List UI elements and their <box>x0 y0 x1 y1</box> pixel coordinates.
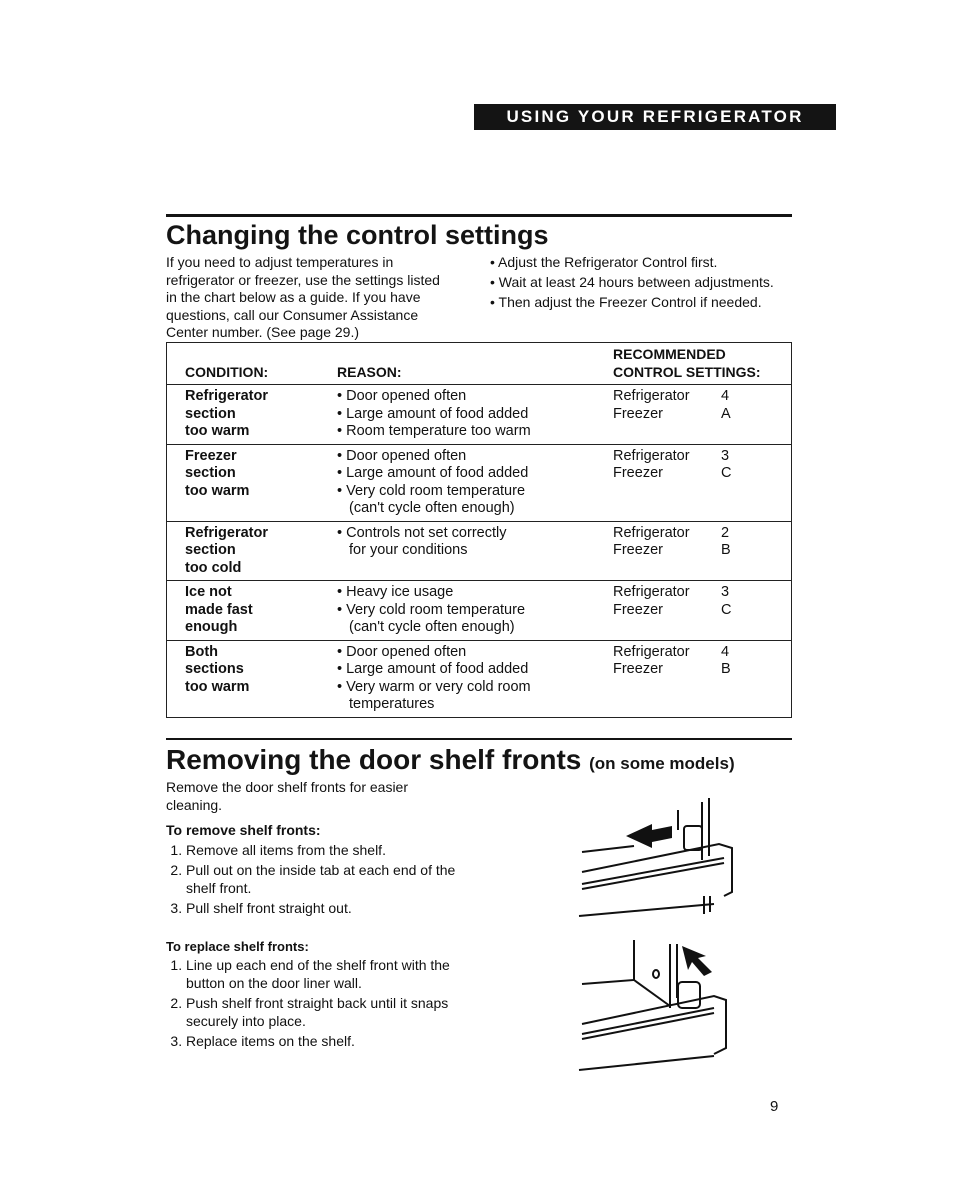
condition-line: Refrigerator <box>185 388 268 404</box>
setting-line <box>613 584 743 602</box>
setting-control: Refrigerator <box>613 524 690 541</box>
section-rule <box>166 738 792 740</box>
header-reason: REASON: <box>337 363 402 380</box>
condition-line: Ice not <box>185 584 232 600</box>
reason-line: • Very cold room temperature <box>337 482 526 499</box>
reason-line: • Large amount of food added <box>337 661 529 677</box>
setting-control: Freezer <box>613 465 663 481</box>
setting-line <box>613 525 743 543</box>
reason-line: for your conditions <box>349 542 468 558</box>
reason-line: • Controls not set correctly <box>337 524 507 541</box>
header-condition: CONDITION: <box>185 363 269 380</box>
replace-steps-list <box>166 957 466 1051</box>
reason-line: • Heavy ice usage <box>337 584 454 600</box>
table-row <box>167 640 792 717</box>
shelf-intro-line: Remove the door shelf fronts for easier <box>166 779 409 795</box>
condition-cell <box>167 385 338 445</box>
setting-value: 4 <box>721 388 730 404</box>
condition-cell <box>167 521 338 581</box>
settings-cell <box>613 521 792 581</box>
reason-cell <box>337 385 613 445</box>
condition-cell <box>167 581 338 641</box>
setting-control: Refrigerator <box>613 584 690 600</box>
list-item: 1. Line up each end of the shelf front with the button on the door liner wall. <box>186 957 466 992</box>
header-recommended-line2: CONTROL SETTINGS: <box>613 363 761 380</box>
tip-item: • Then adjust the Freezer Control if needed. <box>490 294 762 310</box>
condition-line: Refrigerator <box>185 524 268 541</box>
intro-line: questions, call our Consumer Assistance <box>166 306 419 323</box>
list-item: 3. Replace items on the shelf. <box>186 1033 466 1051</box>
list-item: 3. Pull shelf front straight out. <box>186 900 466 918</box>
condition-line: section <box>185 405 236 422</box>
shelf-intro <box>166 779 466 814</box>
table-row <box>167 444 792 521</box>
setting-control: Refrigerator <box>613 388 690 404</box>
setting-line <box>613 542 743 560</box>
setting-line <box>613 388 743 406</box>
setting-control: Freezer <box>613 542 663 558</box>
setting-line <box>613 602 743 620</box>
setting-control: Refrigerator <box>613 447 690 464</box>
intro-line: in the chart below as a guide. If you have <box>166 289 421 305</box>
table-row <box>167 581 792 641</box>
condition-line: section <box>185 542 236 558</box>
reason-cell <box>337 640 613 717</box>
setting-line <box>613 644 743 662</box>
table-row <box>167 521 792 581</box>
intro-line: If you need to adjust temperatures in <box>166 254 394 270</box>
setting-value: 4 <box>721 643 730 660</box>
table-header-row <box>167 343 792 385</box>
setting-value: C <box>721 601 732 618</box>
section-title-door-shelf <box>166 744 735 776</box>
reason-line: • Very cold room temperature <box>337 601 526 618</box>
condition-line: too warm <box>185 678 250 695</box>
setting-line <box>613 448 743 466</box>
condition-cell <box>167 640 338 717</box>
reason-line: • Door opened often <box>337 388 467 404</box>
header-recommended-line1: RECOMMENDED <box>613 346 726 362</box>
reason-cell <box>337 581 613 641</box>
intro-line: Center number. (See page 29.) <box>166 324 360 340</box>
section-rule <box>166 214 792 217</box>
section-banner: USING YOUR REFRIGERATOR <box>474 104 836 130</box>
reason-line: • Room temperature too warm <box>337 423 531 439</box>
reason-cell <box>337 521 613 581</box>
condition-line: sections <box>185 661 244 677</box>
setting-control: Freezer <box>613 661 663 677</box>
condition-line: enough <box>185 619 238 635</box>
section-title-suffix: (on some models) <box>589 754 735 773</box>
settings-cell <box>613 385 792 445</box>
reason-cell <box>337 444 613 521</box>
header-recommended <box>613 343 792 385</box>
shelf-instructions <box>166 779 466 1054</box>
condition-line: section <box>185 465 236 481</box>
reason-line: • Door opened often <box>337 447 467 464</box>
condition-line: too warm <box>185 423 250 439</box>
list-item: 2. Push shelf front straight back until it snaps securely into place. <box>186 995 466 1030</box>
reason-line: temperatures <box>349 696 435 712</box>
reason-line: • Door opened often <box>337 643 467 660</box>
setting-line <box>613 406 743 424</box>
section-title-control-settings: Changing the control settings <box>166 220 549 250</box>
tip-item: • Adjust the Refrigerator Control first. <box>490 254 718 270</box>
condition-line: Both <box>185 643 219 660</box>
setting-control: Freezer <box>613 601 663 618</box>
shelf-intro-line: cleaning. <box>166 796 223 813</box>
tip-item: • Wait at least 24 hours between adjustments. <box>490 274 774 290</box>
replace-shelf-illustration <box>574 938 744 1078</box>
reason-line: • Large amount of food added <box>337 405 529 422</box>
settings-cell <box>613 640 792 717</box>
setting-value: B <box>721 542 731 558</box>
condition-line: made fast <box>185 601 253 618</box>
condition-line: too cold <box>185 559 242 576</box>
intro-line: refrigerator or freezer, use the settings listed <box>166 271 440 288</box>
settings-cell <box>613 444 792 521</box>
reason-line: • Very warm or very cold room <box>337 678 531 695</box>
intro-paragraph <box>166 254 466 342</box>
remove-shelf-illustration <box>574 796 744 926</box>
list-item: 2. Pull out on the inside tab at each end of the shelf front. <box>186 862 466 897</box>
setting-control: Refrigerator <box>613 643 690 660</box>
section-title-main: Removing the door shelf fronts <box>166 744 582 775</box>
condition-line: Freezer <box>185 447 237 464</box>
remove-steps-list <box>166 842 466 918</box>
tips-list <box>490 252 810 312</box>
reason-line: (can't cycle often enough) <box>349 619 515 635</box>
list-item: 1. Remove all items from the shelf. <box>186 842 466 860</box>
remove-steps-title: To remove shelf fronts: <box>166 822 321 838</box>
setting-value: 3 <box>721 584 730 600</box>
setting-value: 2 <box>721 524 730 541</box>
setting-line <box>613 465 743 483</box>
setting-value: B <box>721 661 731 677</box>
setting-value: C <box>721 465 732 481</box>
replace-steps-title: To replace shelf fronts: <box>166 938 309 954</box>
setting-line <box>613 661 743 679</box>
reason-line: • Large amount of food added <box>337 465 529 481</box>
condition-line: too warm <box>185 482 250 499</box>
setting-control: Freezer <box>613 405 663 422</box>
settings-cell <box>613 581 792 641</box>
table-row <box>167 385 792 445</box>
setting-value: A <box>721 405 731 422</box>
control-settings-table <box>166 342 792 718</box>
reason-line: (can't cycle often enough) <box>349 500 515 516</box>
condition-cell <box>167 444 338 521</box>
page-number: 9 <box>770 1098 779 1115</box>
setting-value: 3 <box>721 447 730 464</box>
